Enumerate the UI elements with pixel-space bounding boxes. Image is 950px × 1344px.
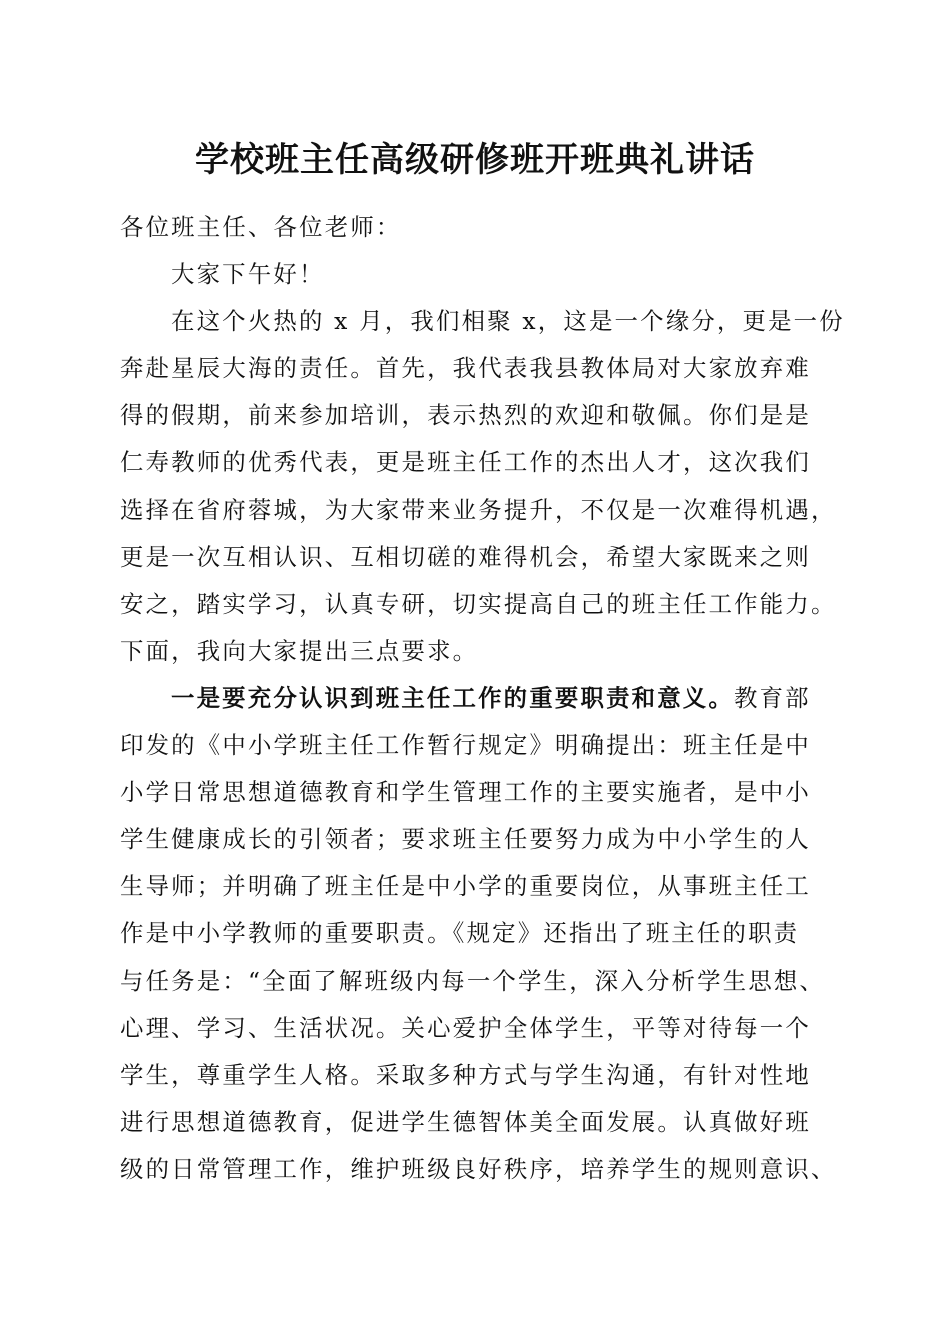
- body-line: [120, 1005, 832, 1052]
- document-title: 学校班主任高级研修班开班典礼讲话: [195, 140, 755, 180]
- body-text-segment: 级的日常管理工作，维护班级良好秩序，培养学生的规则意识、: [120, 1154, 837, 1183]
- body-text-segment: 小学日常思想道德教育和学生管理工作的主要实施者，是中小: [120, 778, 811, 807]
- body-line: [120, 910, 832, 957]
- body-text-segment: 奔赴星辰大海的责任。首先，我代表我县教体局对大家放弃难: [120, 354, 811, 383]
- body-text-segment: 仁寿教师的优秀代表，更是班主任工作的杰出人才，这次我们: [120, 448, 811, 477]
- body-line: [120, 204, 832, 251]
- body-line: [120, 487, 837, 534]
- body-text-segment: 大家下午好！: [171, 260, 325, 289]
- body-text-segment: 得的假期，前来参加培训，表示热烈的欢迎和敬佩。你们是是: [120, 401, 811, 430]
- document-body: [120, 204, 845, 1193]
- body-text-segment: 在这个火热的 x 月，我们相聚 x，这是一个缘分，更是一份: [171, 307, 845, 336]
- body-text-segment: 更是一次互相认识、互相切磋的难得机会，希望大家既来之则: [120, 542, 811, 571]
- body-line: [120, 439, 832, 486]
- body-line: [120, 722, 832, 769]
- body-text-segment: 印发的《中小学班主任工作暂行规定》明确提出：班主任是中: [120, 731, 811, 760]
- body-text-segment: 生导师；并明确了班主任是中小学的重要岗位，从事班主任工: [120, 872, 811, 901]
- bold-heading-text: 一是要充分认识到班主任工作的重要职责和意义。: [171, 683, 734, 712]
- body-line: [120, 251, 832, 298]
- body-line: [120, 675, 832, 722]
- body-line: [120, 1052, 832, 1099]
- body-text-segment: 作是中小学教师的重要职责。《规定》还指出了班主任的职责: [120, 919, 800, 948]
- body-line: [120, 628, 832, 675]
- body-line: [120, 769, 832, 816]
- body-line: [120, 581, 837, 628]
- body-line: [120, 345, 832, 392]
- body-text-segment: 各位班主任、各位老师：: [120, 213, 402, 241]
- body-line: [120, 298, 845, 345]
- body-line: [120, 816, 832, 863]
- body-line: [120, 534, 832, 581]
- body-text-segment: 安之，踏实学习，认真专研，切实提高自己的班主任工作能力。: [120, 589, 837, 618]
- body-line: [120, 863, 832, 910]
- body-line: [120, 1146, 837, 1193]
- body-line: [120, 958, 832, 1005]
- body-text-segment: 选择在省府蓉城，为大家带来业务提升，不仅是一次难得机遇，: [120, 495, 837, 524]
- body-text-segment: 学生健康成长的引领者；要求班主任要努力成为中小学生的人: [120, 825, 811, 854]
- body-line: [120, 392, 832, 439]
- body-text-segment: 教育部: [734, 683, 811, 712]
- body-line: [120, 1099, 832, 1146]
- body-text-segment: 学生，尊重学生人格。采取多种方式与学生沟通，有针对性地: [120, 1060, 811, 1089]
- body-text-segment: 下面，我向大家提出三点要求。: [120, 636, 479, 665]
- body-text-segment: 进行思想道德教育，促进学生德智体美全面发展。认真做好班: [120, 1107, 811, 1136]
- body-text-segment: 心理、学习、生活状况。关心爱护全体学生，平等对待每一个: [120, 1013, 811, 1042]
- body-text-segment: 与任务是：“全面了解班级内每一个学生，深入分析学生思想、: [120, 966, 826, 995]
